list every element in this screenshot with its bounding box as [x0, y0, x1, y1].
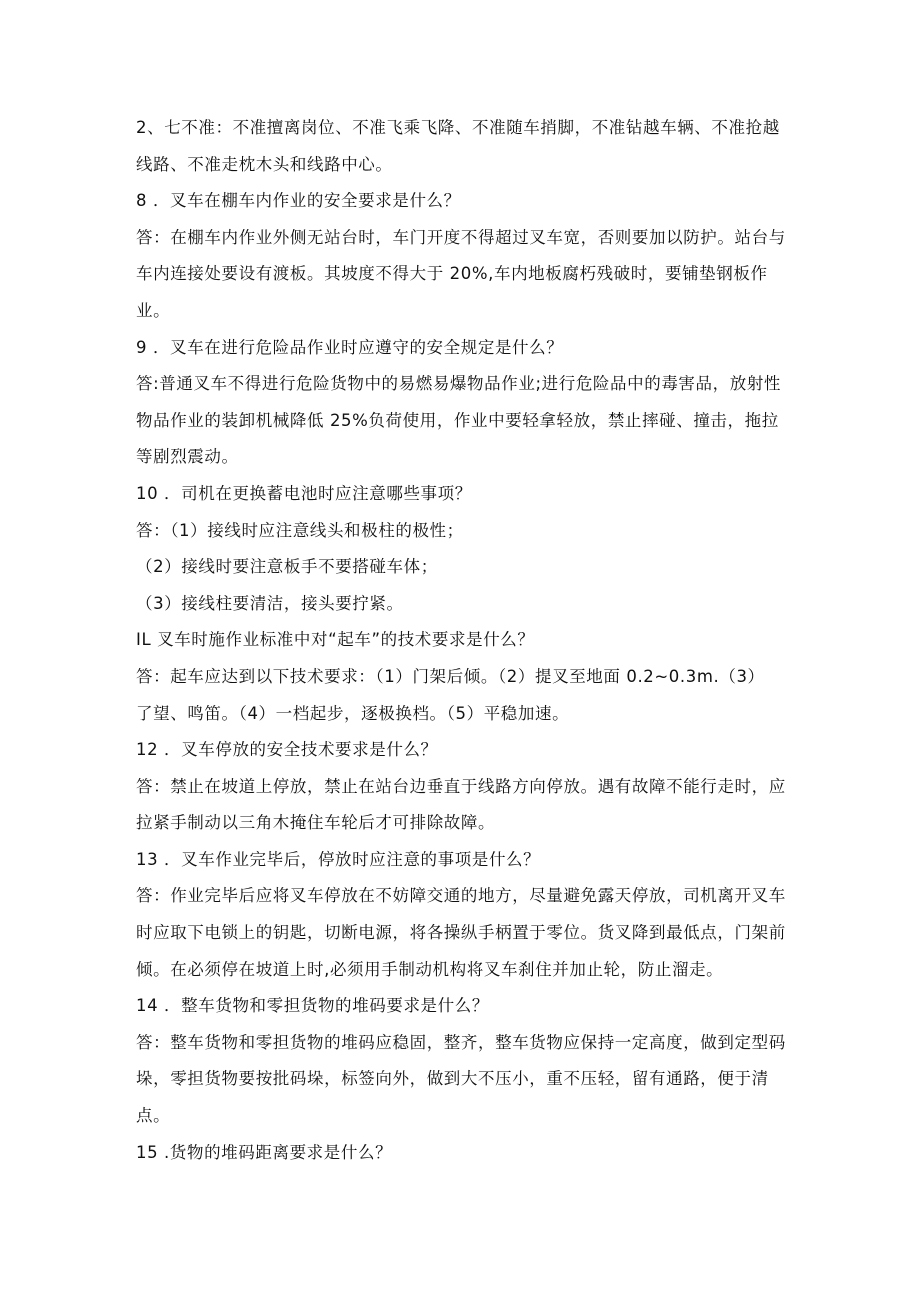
answer-line: 等剧烈震动。 — [136, 447, 239, 467]
text-line: 线路、不准走枕木头和线路中心。 — [136, 154, 393, 174]
question-heading: 10 ．司机在更换蓄电池时应注意哪些事项？ — [136, 483, 472, 503]
answer-line: 拉紧手制动以三角木掩住车轮后才可排除故障。 — [136, 813, 496, 833]
answer-line: 答:普通叉车不得进行危险货物中的易燃易爆物品作业;进行危险品中的毒害品，放射性 — [136, 374, 782, 394]
document-body — [136, 110, 786, 1171]
answer-line: 时应取下电锁上的钥匙，切断电源，将各操纵手柄置于零位。货叉降到最低点，门架前 — [136, 923, 786, 943]
answer-line: 答：整车货物和零担货物的堆码应稳固，整齐，整车货物应保持一定高度，做到定型码 — [136, 1032, 786, 1052]
answer-line: 了望、鸣笛。（4）一档起步，逐极换档。（5）平稳加速。 — [136, 703, 570, 723]
answer-line: 答：在棚车内作业外侧无站台时，车门开度不得超过叉车宽，否则要加以防护。站台与 — [136, 227, 786, 247]
question-heading: 12 ．叉车停放的安全技术要求是什么？ — [136, 740, 438, 760]
question-heading: 8 ．叉车在棚车内作业的安全要求是什么？ — [136, 191, 461, 211]
answer-line: （3）接线柱要清洁，接头要拧紧。 — [136, 593, 404, 613]
answer-line: 点。 — [136, 1106, 171, 1126]
text-line: 2、七不准：不准擅离岗位、不准飞乘飞降、不准随车捎脚，不准钻越车辆、不准抢越 — [136, 118, 780, 137]
answer-line: 物品作业的装卸机械降低 25%负荷使用，作业中要轻拿轻放，禁止摔碰、撞击，拖拉 — [136, 410, 779, 430]
question-heading: 9 ．叉车在进行危险品作业时应遵守的安全规定是什么？ — [136, 337, 564, 357]
answer-line: 垛，零担货物要按批码垛，标签向外，做到大不压小，重不压轻，留有通路，便于清 — [136, 1069, 769, 1089]
answer-line: 车内连接处要设有渡板。其坡度不得大于 20%,车内地板腐朽残破时，要铺垫钢板作 — [136, 264, 768, 284]
question-heading: IL 叉车时施作业标准中对“起车”的技术要求是什么？ — [136, 630, 535, 650]
answer-line: 业。 — [136, 300, 171, 320]
question-heading: 15 .货物的堆码距离要求是什么？ — [136, 1142, 393, 1162]
answer-line: 答：起车应达到以下技术要求：（1）门架后倾。（2）提叉至地面 0.2~0.3m.（3） — [136, 666, 765, 686]
answer-line: 倾。在必须停在坡道上时,必须用手制动机构将叉车刹住并加止轮，防止溜走。 — [136, 959, 724, 979]
question-heading: 14 ．整车货物和零担货物的堆码要求是什么？ — [136, 996, 489, 1016]
answer-line: （2）接线时要注意板手不要搭碰车体； — [136, 557, 438, 577]
answer-line: 答：禁止在坡道上停放，禁止在站台边垂直于线路方向停放。遇有故障不能行走时，应 — [136, 776, 786, 796]
answer-line: 答：（1）接线时应注意线头和极柱的极性； — [136, 520, 464, 540]
answer-line: 答：作业完毕后应将叉车停放在不妨障交通的地方，尽量避免露天停放，司机离开叉车 — [136, 886, 786, 906]
question-heading: 13 ．叉车作业完毕后，停放时应注意的事项是什么？ — [136, 849, 541, 869]
